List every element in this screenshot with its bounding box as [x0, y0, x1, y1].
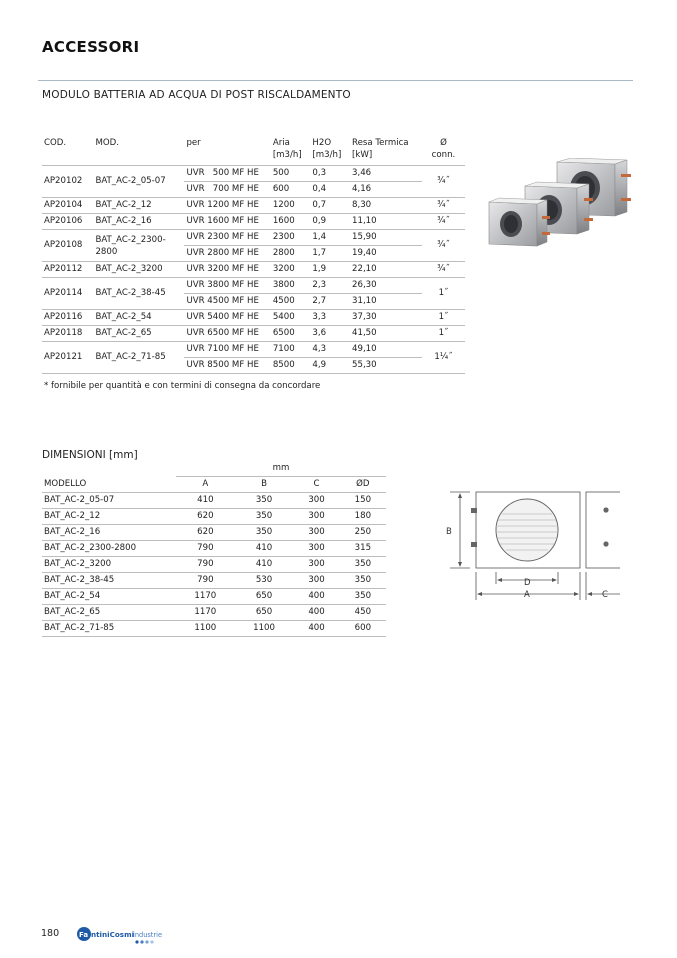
- product-aria: 1200: [272, 200, 295, 210]
- dimensions-value: 300: [308, 495, 325, 505]
- product-resa: 8,30: [352, 200, 372, 210]
- product-per: UVR 3200 MF HE: [186, 264, 259, 274]
- header-conn-label: Ø: [440, 138, 447, 148]
- product-aria: 8500: [272, 360, 295, 370]
- dimensions-value: 315: [354, 543, 372, 553]
- svg-text:ntiniCosmi: ntiniCosmi: [91, 930, 135, 939]
- product-resa: 26,30: [352, 280, 377, 290]
- product-resa: 22,10: [352, 264, 377, 274]
- product-table-header: [42, 136, 465, 166]
- header-per: per: [186, 138, 201, 148]
- product-h2o: 0,4: [312, 184, 327, 194]
- product-h2o: 3,6: [312, 328, 327, 338]
- dimensions-row: [42, 621, 386, 637]
- dimensions-value: 180: [354, 511, 372, 521]
- dimensions-model: BAT_AC-2_3200: [44, 559, 112, 569]
- dimensions-row: [42, 493, 386, 509]
- product-h2o: 1,4: [312, 232, 327, 242]
- dimensions-value: 1170: [194, 591, 217, 601]
- dimensions-value: 350: [354, 575, 372, 585]
- dimensions-row: [42, 557, 386, 573]
- header-aria: [271, 136, 311, 166]
- dimensions-row: [42, 589, 386, 605]
- dimensions-header-row: [42, 477, 386, 493]
- product-connection: 1˝: [438, 312, 449, 322]
- product-per: UVR 1200 MF HE: [186, 200, 259, 210]
- dimensions-value: 300: [308, 559, 325, 569]
- product-table: [42, 136, 465, 374]
- dimensions-model: BAT_AC-2_12: [44, 511, 101, 521]
- product-row: [42, 230, 465, 246]
- dimensions-value: 600: [354, 623, 372, 633]
- dimensions-value: 350: [255, 527, 273, 537]
- drawing-duct-circle: [496, 499, 558, 561]
- dimensions-row: [42, 605, 386, 621]
- product-aria: 5400: [272, 312, 295, 322]
- dimensions-value: 410: [255, 543, 273, 553]
- product-connection: ¾˝: [437, 200, 450, 210]
- section-subtitle: MODULO BATTERIA AD ACQUA DI POST RISCALDAMENTO: [42, 89, 351, 101]
- product-aria: 2300: [272, 232, 295, 242]
- product-photo: [485, 158, 635, 260]
- dimensions-model: BAT_AC-2_05-07: [44, 495, 115, 505]
- brand-logo: [76, 925, 166, 945]
- page-number: 180: [41, 928, 60, 939]
- dimensions-title: DIMENSIONI [mm]: [42, 449, 138, 461]
- header-mod: MOD.: [95, 138, 119, 148]
- product-code: AP20121: [44, 352, 83, 362]
- product-model: BAT_AC-2_54: [95, 312, 152, 322]
- product-aria: 1600: [272, 216, 295, 226]
- dimensions-model: BAT_AC-2_54: [44, 591, 101, 601]
- product-model: BAT_AC-2_16: [95, 216, 152, 226]
- product-model: BAT_AC-2_12: [95, 200, 152, 210]
- drawing-fitting-bottom: [471, 542, 477, 547]
- dimensions-unit-row: [42, 461, 386, 477]
- dimensions-value: 790: [197, 559, 214, 569]
- product-code: AP20116: [44, 312, 83, 322]
- dimensions-header-a: A: [176, 477, 235, 493]
- drawing-side-view: [586, 492, 620, 568]
- product-h2o: 2,7: [312, 296, 327, 306]
- footnote: * fornibile per quantità e con termini di consegna da concordare: [44, 381, 321, 391]
- drawing-label-b: B: [446, 527, 452, 537]
- product-model: BAT_AC-2_65: [95, 328, 152, 338]
- svg-text:Fa: Fa: [79, 931, 89, 939]
- dimensions-value: 650: [255, 607, 273, 617]
- product-row: [42, 198, 465, 214]
- product-h2o: 4,9: [312, 360, 327, 370]
- drawing-side-fitting-bottom: [603, 541, 608, 546]
- product-resa: 4,16: [352, 184, 372, 194]
- product-code: AP20104: [44, 200, 83, 210]
- header-cod: COD.: [44, 138, 67, 148]
- dimensions-model: BAT_AC-2_38-45: [44, 575, 115, 585]
- dimensions-row: [42, 509, 386, 525]
- dimensions-row: [42, 573, 386, 589]
- dimensions-value: 410: [197, 495, 214, 505]
- header-h2o-unit: [m3/h]: [312, 150, 342, 160]
- product-resa: 11,10: [352, 216, 377, 226]
- product-connection: ¾˝: [437, 176, 450, 186]
- product-h2o: 4,3: [312, 344, 327, 354]
- dimensions-value: 400: [308, 623, 325, 633]
- drawing-side-fitting-top: [603, 507, 608, 512]
- drawing-label-c: C: [602, 590, 608, 600]
- product-resa: 19,40: [352, 248, 377, 258]
- product-per: UVR 7100 MF HE: [186, 344, 259, 354]
- product-aria: 3200: [272, 264, 295, 274]
- product-row: [42, 166, 465, 182]
- product-row: [42, 342, 465, 358]
- product-row: [42, 326, 465, 342]
- product-per: UVR 4500 MF HE: [186, 296, 259, 306]
- product-resa: 49,10: [352, 344, 377, 354]
- header-resa-label: Resa Termica: [352, 138, 409, 148]
- product-resa: 31,10: [352, 296, 377, 306]
- product-aria: 3800: [272, 280, 295, 290]
- dimensions-value: 350: [255, 511, 273, 521]
- dimensions-value: 400: [308, 591, 325, 601]
- product-aria: 500: [272, 168, 290, 178]
- product-row: [42, 278, 465, 294]
- dimensions-value: 350: [354, 559, 372, 569]
- dimensions-value: 350: [354, 591, 372, 601]
- dimensions-value: 650: [255, 591, 273, 601]
- header-conn: [422, 136, 465, 166]
- dimensions-unit-label: mm: [176, 461, 386, 477]
- product-model: BAT_AC-2_71-85: [95, 352, 166, 362]
- dimensions-value: 410: [255, 559, 273, 569]
- dimensions-value: 250: [354, 527, 372, 537]
- product-aria: 2800: [272, 248, 295, 258]
- product-resa: 41,50: [352, 328, 377, 338]
- product-resa: 37,30: [352, 312, 377, 322]
- dimensions-header-c: C: [293, 477, 339, 493]
- header-h2o: [310, 136, 350, 166]
- dimensions-header-b: B: [235, 477, 294, 493]
- dimensions-model: BAT_AC-2_65: [44, 607, 101, 617]
- dimensions-value: 300: [308, 511, 325, 521]
- product-code: AP20112: [44, 264, 83, 274]
- product-h2o: 1,9: [312, 264, 327, 274]
- product-per: UVR 8500 MF HE: [186, 360, 259, 370]
- dimensions-value: 150: [354, 495, 372, 505]
- dimensions-model: BAT_AC-2_16: [44, 527, 101, 537]
- product-connection: 1˝: [438, 328, 449, 338]
- dimensions-value: 620: [197, 511, 214, 521]
- product-code: AP20106: [44, 216, 83, 226]
- unit-small: [489, 198, 550, 246]
- dimensions-value: 620: [197, 527, 214, 537]
- product-connection: ¾˝: [437, 264, 450, 274]
- product-h2o: 2,3: [312, 280, 327, 290]
- dimensions-value: 790: [197, 543, 214, 553]
- dimensions-table-body: [42, 493, 386, 637]
- dimensions-value: 300: [308, 543, 325, 553]
- product-resa: 55,30: [352, 360, 377, 370]
- dimensions-row: [42, 541, 386, 557]
- product-model: BAT_AC-2_2300-2800: [95, 234, 166, 257]
- product-per: UVR 6500 MF HE: [186, 328, 259, 338]
- product-aria: 6500: [272, 328, 295, 338]
- dimensions-value: 790: [197, 575, 214, 585]
- title-divider: [38, 80, 633, 81]
- dimensions-value: 350: [255, 495, 273, 505]
- product-h2o: 1,7: [312, 248, 327, 258]
- header-aria-unit: [m3/h]: [272, 150, 302, 160]
- header-conn-unit: conn.: [431, 150, 456, 160]
- dimensions-model: BAT_AC-2_71-85: [44, 623, 115, 633]
- dimensions-value: 1100: [194, 623, 217, 633]
- drawing-label-a: A: [524, 590, 530, 600]
- product-resa: 3,46: [352, 168, 372, 178]
- dimensions-value: 300: [308, 527, 325, 537]
- header-resa-unit: [kW]: [352, 150, 373, 160]
- header-h2o-label: H2O: [312, 138, 332, 148]
- product-per: UVR 2800 MF HE: [186, 248, 259, 258]
- product-per: UVR 500 MF HE: [186, 168, 259, 178]
- product-per: UVR 3800 MF HE: [186, 280, 259, 290]
- product-connection: 1¼˝: [434, 352, 453, 362]
- product-h2o: 0,7: [312, 200, 327, 210]
- product-per: UVR 700 MF HE: [186, 184, 259, 194]
- dimensions-value: 400: [308, 607, 325, 617]
- product-per: UVR 5400 MF HE: [186, 312, 259, 322]
- drawing-label-d: D: [524, 578, 531, 588]
- product-model: BAT_AC-2_05-07: [95, 176, 166, 186]
- drawing-fitting-top: [471, 508, 477, 513]
- dimensions-model: BAT_AC-2_2300-2800: [44, 543, 137, 553]
- svg-text:industrie: industrie: [133, 931, 162, 939]
- product-h2o: 0,9: [312, 216, 327, 226]
- header-aria-label: Aria: [272, 138, 290, 148]
- product-connection: ¾˝: [437, 240, 450, 250]
- dimensions-unit-spacer: [42, 461, 176, 477]
- product-code: AP20118: [44, 328, 83, 338]
- product-model: BAT_AC-2_3200: [95, 264, 163, 274]
- product-h2o: 3,3: [312, 312, 327, 322]
- dimension-drawing: [440, 488, 620, 604]
- dimensions-value: 530: [255, 575, 273, 585]
- product-aria: 4500: [272, 296, 295, 306]
- product-code: AP20108: [44, 240, 83, 250]
- dimensions-header-dd: ØD: [340, 477, 386, 493]
- dimensions-value: 1100: [253, 623, 275, 633]
- header-resa: [350, 136, 422, 166]
- product-connection: ¾˝: [437, 216, 450, 226]
- dimensions-value: 1170: [194, 607, 217, 617]
- product-model: BAT_AC-2_38-45: [95, 288, 166, 298]
- product-connection: 1˝: [438, 288, 449, 298]
- product-code: AP20102: [44, 176, 83, 186]
- product-code: AP20114: [44, 288, 83, 298]
- dimensions-value: 300: [308, 575, 325, 585]
- product-h2o: 0,3: [312, 168, 327, 178]
- product-row: [42, 214, 465, 230]
- product-per: UVR 1600 MF HE: [186, 216, 259, 226]
- product-aria: 7100: [272, 344, 295, 354]
- dimensions-row: [42, 525, 386, 541]
- page-title: ACCESSORI: [42, 38, 140, 56]
- product-row: [42, 310, 465, 326]
- product-per: UVR 2300 MF HE: [186, 232, 259, 242]
- product-aria: 600: [272, 184, 290, 194]
- dimensions-table: [42, 461, 386, 637]
- dimensions-header-modello: MODELLO: [42, 477, 176, 493]
- product-table-body: [42, 166, 465, 374]
- product-resa: 15,90: [352, 232, 377, 242]
- dimensions-value: 450: [354, 607, 372, 617]
- product-row: [42, 262, 465, 278]
